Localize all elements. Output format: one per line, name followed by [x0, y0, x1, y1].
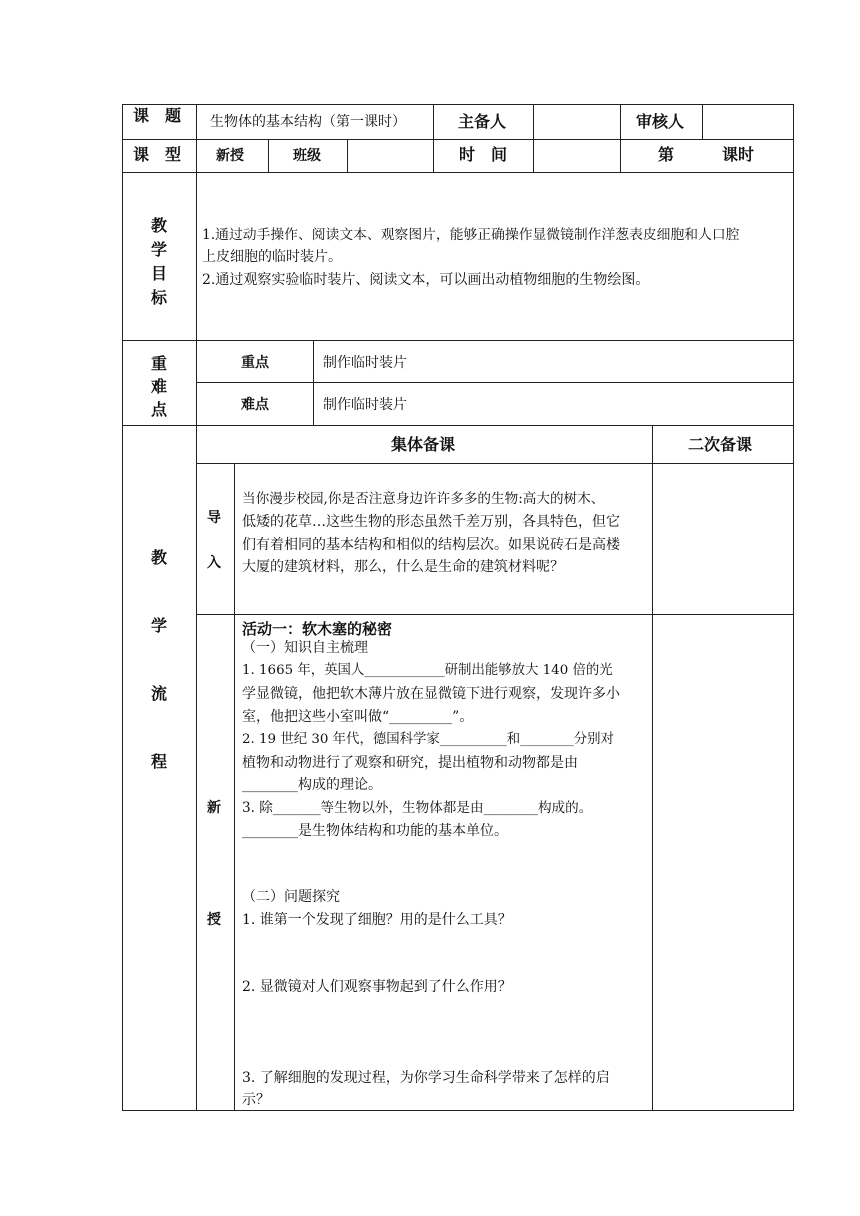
topic-label: 课 题 — [133, 106, 182, 125]
table-border — [196, 382, 794, 383]
intro-label-1: 导 — [207, 510, 221, 526]
period-prefix: 第 — [658, 145, 675, 164]
flow-label-2: 学 — [150, 616, 167, 635]
section2-title: （二）问题探究 — [242, 889, 340, 905]
reviewer-label: 审核人 — [636, 112, 685, 131]
type-value: 新授 — [216, 148, 244, 164]
flow-label-3: 流 — [150, 684, 167, 703]
question-1: 1. 谁第一个发现了细胞？用的是什么工具？ — [242, 912, 512, 928]
flow-label-1: 教 — [150, 548, 167, 567]
section1-line: 2. 19 世纪 30 年代，德国科学家__________和________分别对 — [242, 732, 614, 747]
section1-line: ________是生物体结构和功能的基本单位。 — [242, 823, 508, 839]
objective-line: 上皮细胞的临时装片。 — [202, 249, 342, 265]
table-border — [268, 139, 269, 173]
table-border — [313, 340, 314, 426]
objectives-label-3: 目 — [150, 264, 167, 283]
intro-line: 们有着相同的基本结构和相似的结构层次。如果说砖石是高楼 — [242, 537, 620, 553]
group-prep-header: 集体备课 — [391, 435, 456, 454]
objectives-label-2: 学 — [150, 240, 167, 259]
section1-line: ________构成的理论。 — [242, 777, 382, 793]
table-border — [234, 463, 235, 1111]
keypoints-label-1: 重 — [150, 354, 167, 373]
flow-label-4: 程 — [150, 752, 167, 771]
question-3-line: 示？ — [242, 1092, 270, 1108]
table-border — [793, 104, 794, 1111]
section1-line: 室，他把这些小室叫做“_________”。 — [242, 709, 474, 725]
table-border — [196, 463, 794, 464]
table-border — [533, 104, 534, 173]
objective-line: 2.通过观察实验临时装片、阅读文本，可以画出动植物细胞的生物绘图。 — [202, 272, 650, 288]
table-border — [620, 104, 621, 173]
topic-value: 生物体的基本结构（第一课时） — [210, 114, 406, 130]
intro-line: 大厦的建筑材料，那么，什么是生命的建筑材料呢？ — [242, 559, 564, 575]
new-lesson-label-1: 新 — [207, 800, 221, 816]
table-border — [122, 425, 794, 426]
table-border — [702, 104, 703, 140]
keypoints-label-2: 难 — [150, 377, 167, 396]
section1-line: 1. 1665 年，英国人____________研制出能够放大 140 倍的光 — [242, 663, 613, 678]
activity-title: 活动一：软木塞的秘密 — [242, 620, 393, 638]
table-border — [196, 104, 197, 1111]
section1-line: 植物和动物进行了观察和研究，提出植物和动物都是由 — [242, 755, 578, 771]
section1-title: （一）知识自主梳理 — [242, 640, 368, 656]
table-border — [122, 139, 794, 140]
period-suffix: 课时 — [722, 145, 755, 164]
table-border — [122, 172, 794, 173]
intro-label-2: 入 — [207, 555, 221, 571]
table-border — [652, 425, 653, 1111]
difficulty-label: 难点 — [241, 397, 269, 413]
keypoints-label-3: 点 — [150, 400, 167, 419]
key-point-label: 重点 — [241, 355, 269, 371]
question-2: 2. 显微镜对人们观察事物起到了什么作用？ — [242, 979, 512, 995]
new-lesson-label-2: 授 — [207, 912, 221, 928]
section1-line: 学显微镜，他把软木薄片放在显微镜下进行观察，发现许多小 — [242, 686, 620, 702]
table-border — [122, 104, 794, 105]
second-prep-header: 二次备课 — [688, 435, 753, 454]
table-border — [122, 104, 123, 1111]
objectives-label-1: 教 — [150, 216, 167, 235]
table-border — [433, 104, 434, 173]
class-label: 班级 — [293, 148, 321, 164]
objective-line: 1.通过动手操作、阅读文本、观察图片，能够正确操作显微镜制作洋葱表皮细胞和人口腔 — [202, 227, 740, 243]
table-border — [196, 614, 794, 615]
intro-line: 当你漫步校园,你是否注意身边许许多多的生物:高大的树木、 — [242, 491, 605, 507]
time-label: 时 间 — [459, 145, 508, 164]
question-3-line: 3. 了解细胞的发现过程，为你学习生命科学带来了怎样的启 — [242, 1070, 610, 1086]
section1-line: 3. 除_______等生物以外，生物体都是由________构成的。 — [242, 800, 593, 816]
difficulty-value: 制作临时装片 — [323, 397, 407, 413]
intro-line: 低矮的花草…这些生物的形态虽然千差万别，各具特色，但它 — [242, 514, 620, 530]
table-border — [122, 340, 794, 341]
table-border — [347, 139, 348, 173]
objectives-label-4: 标 — [150, 288, 167, 307]
table-border — [122, 1110, 794, 1111]
preparer-label: 主备人 — [458, 112, 507, 131]
key-point-value: 制作临时装片 — [323, 355, 407, 371]
type-label: 课 型 — [133, 145, 182, 164]
